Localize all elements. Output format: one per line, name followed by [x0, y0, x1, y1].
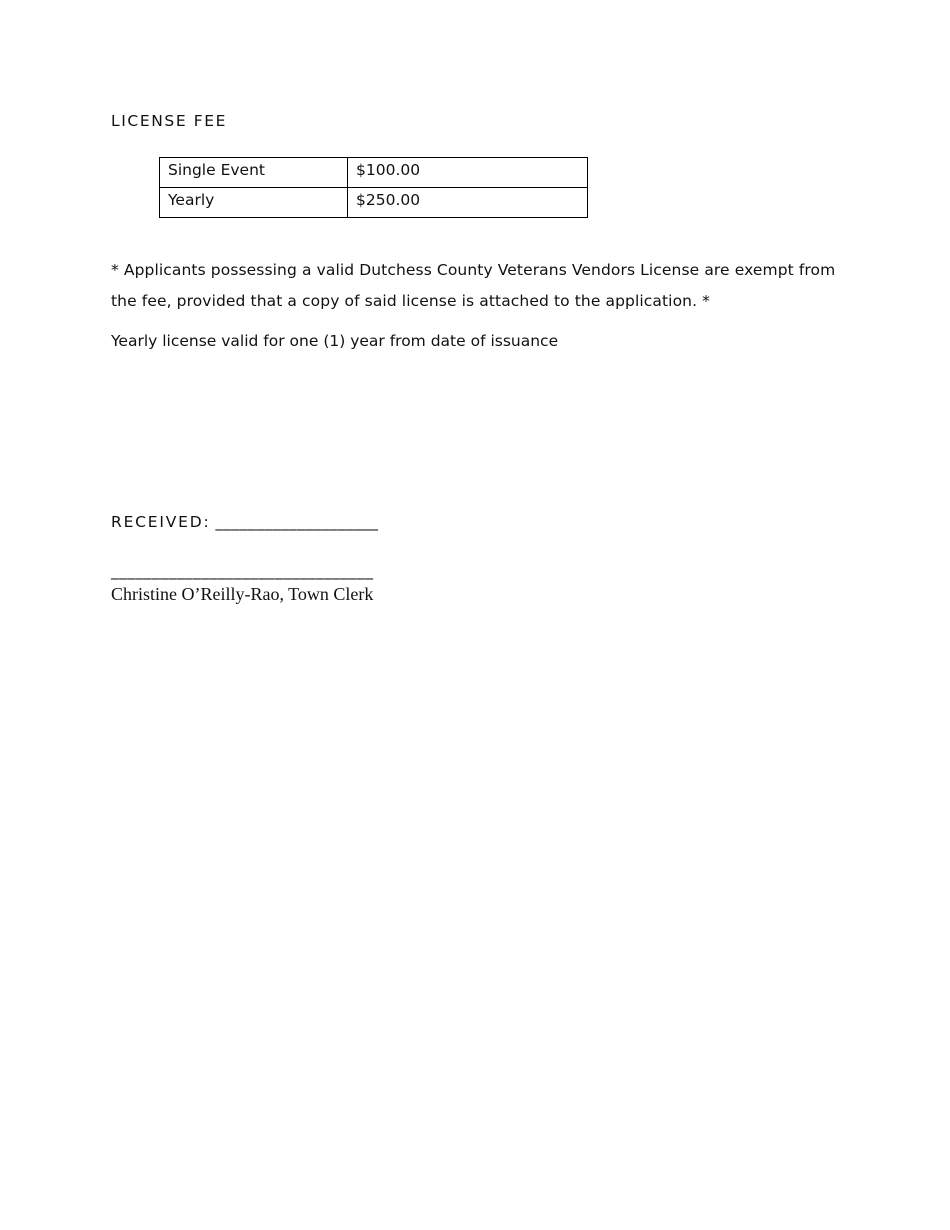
fee-type-cell: Single Event: [160, 158, 348, 188]
exemption-note: * Applicants possessing a valid Dutchess County Veterans Vendors License are exempt from the fee, provided that a copy of said license is attached to the application. *: [111, 261, 836, 310]
table-row: [160, 188, 588, 218]
fee-type-cell: Yearly: [160, 188, 348, 218]
license-fee-heading: LICENSE FEE: [111, 112, 228, 130]
received-label: RECEIVED:: [111, 513, 211, 531]
signature-line: ________________________________: [111, 562, 374, 580]
table-row: [160, 158, 588, 188]
fee-amount-cell: $250.00: [348, 188, 588, 218]
validity-note: Yearly license valid for one (1) year from date of issuance: [111, 332, 559, 350]
fee-table: [159, 157, 588, 218]
received-field: [111, 509, 378, 535]
fee-amount-cell: $100.00: [348, 158, 588, 188]
received-blank-line: ____________________: [215, 513, 379, 531]
signatory-name: Christine O’Reilly-Rao, Town Clerk: [111, 584, 374, 604]
